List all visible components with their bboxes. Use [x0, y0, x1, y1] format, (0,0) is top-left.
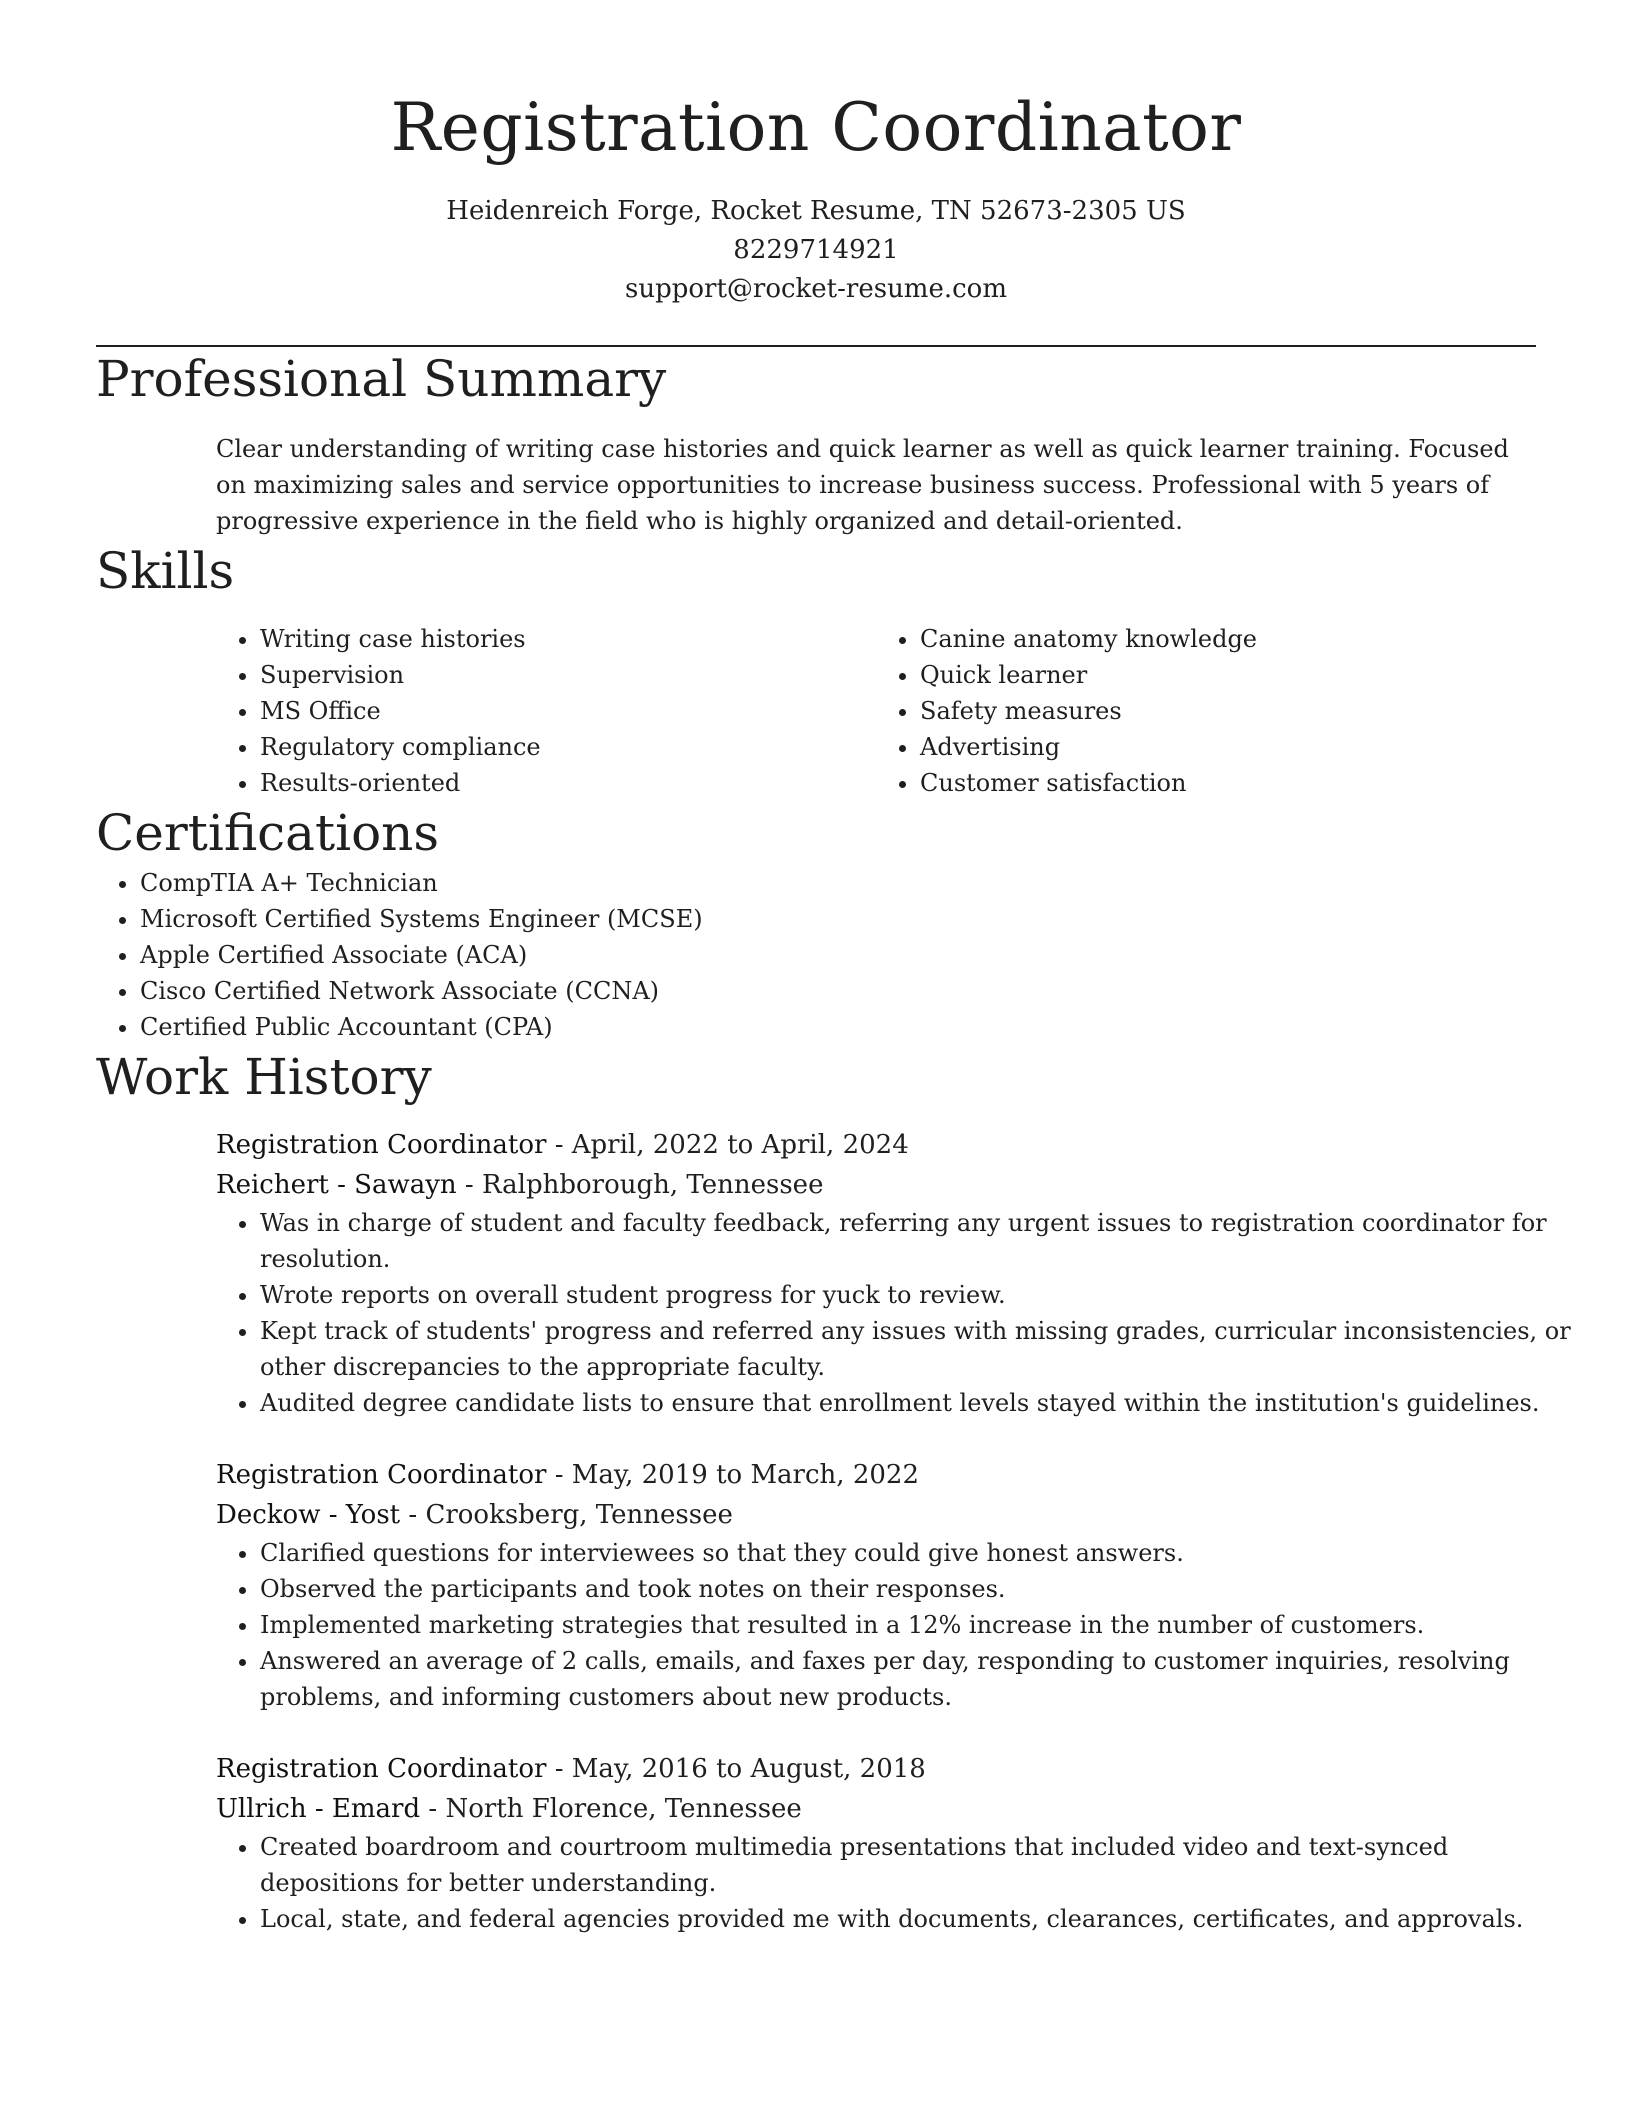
job-location: - North Florence, Tennessee [420, 1794, 802, 1824]
skills-list-right [876, 621, 1536, 801]
job-title-line [216, 1749, 1536, 1789]
job-entry [216, 1749, 1536, 1937]
skill-item: • Writing case histories [260, 621, 876, 657]
job-role: Registration Coordinator [216, 1754, 547, 1784]
contact-block [96, 192, 1536, 309]
summary-heading: Professional Summary [96, 350, 667, 408]
skill-item: • Supervision [260, 657, 876, 693]
job-bullet: • Clarified questions for interviewees so that they could give honest answers. [260, 1535, 1590, 1571]
job-entry [216, 1455, 1536, 1715]
skill-item: • Safety measures [920, 693, 1536, 729]
job-bullet: • Local, state, and federal agencies provided me with documents, clearances, certificates, and approvals. [260, 1901, 1590, 1937]
job-title-line [216, 1455, 1536, 1495]
job-location: - Crooksberg, Tennessee [400, 1500, 733, 1530]
contact-phone: 8229714921 [733, 235, 899, 265]
summary-text: Clear understanding of writing case histories and quick learner as well as quick learner training. Focused on maximizing sales and service opportunities to increase business success. Professional with 5 years of progressive experience in the field who is highly organized and detail-oriented. [216, 435, 1509, 535]
job-bullets [216, 1829, 1590, 1937]
skill-item: • Quick learner [920, 657, 1536, 693]
certifications-list [96, 865, 1536, 1045]
job-entry [216, 1125, 1571, 1421]
job-location: - Ralphborough, Tennessee [456, 1170, 824, 1200]
skill-item: • Advertising [920, 729, 1536, 765]
job-role: Registration Coordinator [216, 1460, 547, 1490]
certification-item: • Cisco Certified Network Associate (CCNA) [140, 973, 1536, 1009]
job-role: Registration Coordinator [216, 1130, 547, 1160]
resume-header [96, 0, 1536, 309]
certification-item: • Microsoft Certified Systems Engineer (MCSE) [140, 901, 1536, 937]
skill-item: • Regulatory compliance [260, 729, 876, 765]
job-company: Ullrich - Emard [216, 1794, 421, 1824]
skills-heading: Skills [96, 542, 235, 600]
contact-address: Heidenreich Forge, Rocket Resume, TN 52673-2305 US [446, 196, 1186, 226]
job-bullet: • Observed the participants and took notes on their responses. [260, 1571, 1590, 1607]
certification-item: • Certified Public Accountant (CPA) [140, 1009, 1536, 1045]
job-bullet: • Wrote reports on overall student progress for yuck to review. [260, 1277, 1590, 1313]
certification-item: • CompTIA A+ Technician [140, 865, 1536, 901]
job-title-line [216, 1125, 1536, 1165]
job-bullet: • Answered an average of 2 calls, emails, and faxes per day, responding to customer inquiries, resolving problems, and informing customers about new products. [260, 1643, 1590, 1715]
candidate-name: Registration Coordinator [390, 89, 1242, 166]
job-dates: - May, 2019 to March, 2022 [546, 1460, 919, 1490]
certification-item: • Apple Certified Associate (ACA) [140, 937, 1536, 973]
certifications-heading: Certifications [96, 804, 440, 862]
job-bullet: • Was in charge of student and faculty feedback, referring any urgent issues to registration coordinator for resolution. [260, 1205, 1590, 1277]
job-company-line [216, 1165, 1536, 1205]
job-dates: - April, 2022 to April, 2024 [546, 1130, 909, 1160]
job-dates: - May, 2016 to August, 2018 [546, 1754, 926, 1784]
skills-grid [216, 621, 1536, 801]
skill-item: • Customer satisfaction [920, 765, 1536, 801]
job-company: Deckow - Yost [216, 1500, 401, 1530]
skill-item: • Results-oriented [260, 765, 876, 801]
skill-item: • Canine anatomy knowledge [920, 621, 1536, 657]
job-bullets [216, 1535, 1590, 1715]
job-bullet: • Implemented marketing strategies that resulted in a 12% increase in the number of customers. [260, 1607, 1590, 1643]
skill-item: • MS Office [260, 693, 876, 729]
job-bullet: • Kept track of students' progress and referred any issues with missing grades, curricular inconsistencies, or other discrepancies to the appropriate faculty. [260, 1313, 1590, 1385]
job-company: Reichert - Sawayn [216, 1170, 457, 1200]
resume-page [96, 0, 1571, 1937]
job-bullets [216, 1205, 1590, 1421]
skills-list-left [216, 621, 876, 801]
job-bullet: • Audited degree candidate lists to ensure that enrollment levels stayed within the institution's guidelines. [260, 1385, 1590, 1421]
work-history-heading: Work History [96, 1048, 432, 1106]
job-bullet: • Created boardroom and courtroom multimedia presentations that included video and text-synced depositions for better understanding. [260, 1829, 1590, 1901]
contact-email[interactable]: support@rocket-resume.com [624, 274, 1007, 304]
job-company-line [216, 1495, 1536, 1535]
job-company-line [216, 1789, 1536, 1829]
